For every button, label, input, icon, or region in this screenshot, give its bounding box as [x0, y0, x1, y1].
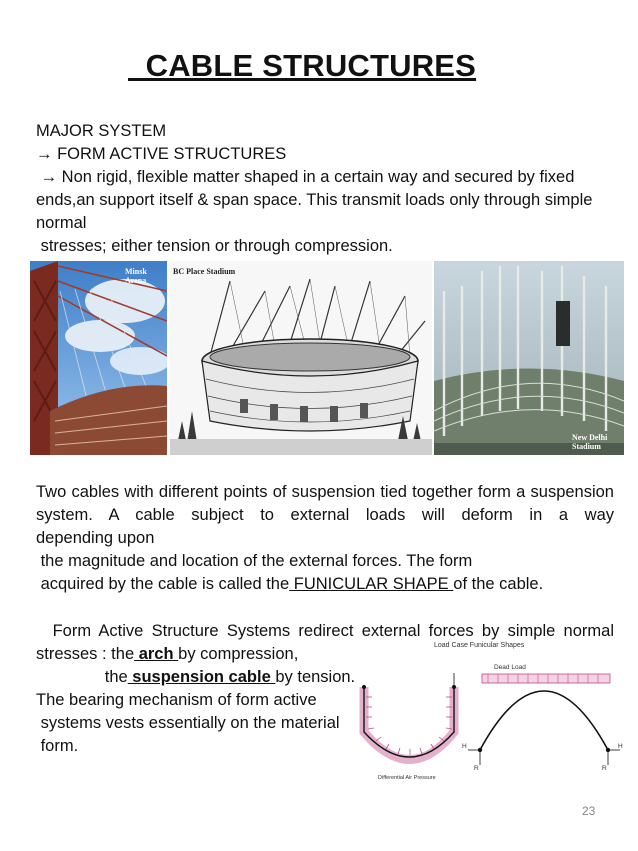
intro-line-stresses: stresses; either tension or through compression.: [36, 237, 393, 255]
intro-line-major-system: MAJOR SYSTEM: [36, 122, 167, 140]
intro-line-form-active: → FORM ACTIVE STRUCTURES: [36, 145, 287, 163]
bc-place-stadium-photo: [170, 261, 432, 455]
page-number: 23: [582, 804, 596, 818]
bc-place-caption: BC Place Stadium: [173, 267, 236, 276]
ra-label: R: [474, 765, 479, 772]
minsk-arena-photo: [30, 261, 167, 455]
new-delhi-stadium-photo: [434, 261, 624, 455]
intro-text: [36, 120, 621, 258]
form-active-line-form: form.: [36, 737, 79, 755]
dead-load-label: Dead Load: [494, 664, 526, 671]
suspension-line-depending: depending upon: [36, 529, 155, 547]
air-pressure-label: Differential Air Pressure: [378, 775, 436, 781]
diagram-title: Load Case Funicular Shapes: [434, 642, 525, 649]
suspension-justified-text: Two cables with different points of suspension tied together form a suspension system. A cable subject to external loads will deform in a way: [36, 483, 614, 524]
suspension-line-funicular: [36, 573, 614, 596]
intro-line-description: → Non rigid, flexible matter shaped in a certain way and secured by fixed ends,an support itself & span space. This transmit loads only through simple normal: [36, 168, 598, 232]
arch-tail-text: by compression,: [178, 645, 299, 663]
minsk-arena-caption: Minsk Arena: [125, 267, 147, 285]
form-active-line-bearing: The bearing mechanism of form active: [36, 691, 317, 709]
h-right-label: H: [618, 743, 623, 750]
photo-strip: [30, 261, 624, 455]
rb-label: R: [602, 765, 607, 772]
h-left-label: H: [462, 743, 467, 750]
cable-tail-text: by tension.: [275, 668, 356, 686]
cable-lead-text: the: [36, 668, 128, 686]
new-delhi-caption: New Delhi Stadium: [572, 433, 608, 451]
suspension-cable-term: suspension cable: [127, 668, 276, 686]
suspension-line-magnitude: the magnitude and location of the external forces. The form: [36, 552, 473, 570]
arch-term: arch: [134, 645, 179, 663]
form-active-line-material: systems vests essentially on the material: [36, 714, 340, 732]
page-title: CABLE STRUCTURES: [128, 48, 477, 83]
funicular-shapes-diagram: [352, 637, 626, 787]
funicular-tail-text: of the cable.: [453, 575, 544, 593]
arch-lead-text: stresses : the: [36, 645, 135, 663]
suspension-paragraph: [36, 481, 614, 596]
funicular-lead-text: acquired by the cable is called the: [36, 575, 290, 593]
form-active-justified-text: Form Active Structure Systems redirect external forces by simple normal: [36, 622, 614, 640]
funicular-shape-term: FUNICULAR SHAPE: [289, 575, 454, 593]
